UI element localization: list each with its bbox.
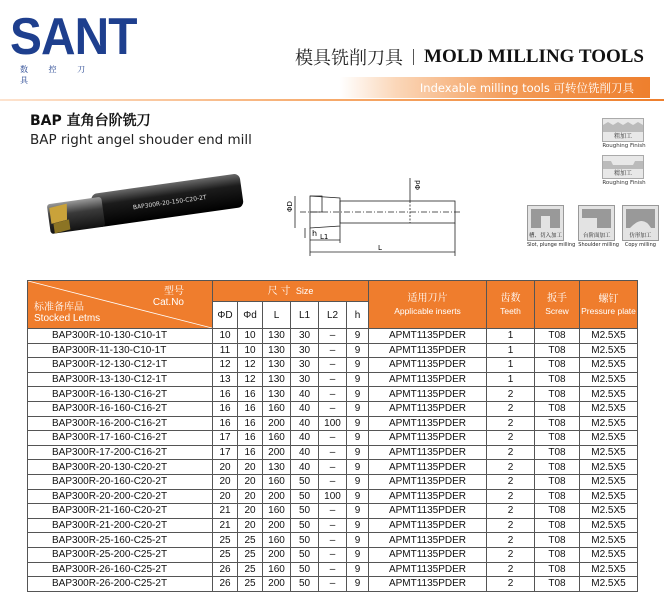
copy-milling-icon	[622, 205, 659, 241]
table-cell: 9	[347, 562, 369, 577]
cat-no-cell: BAP300R-26-160-C25-2T	[28, 562, 213, 577]
table-cell: T08	[535, 401, 580, 416]
table-cell: 40	[291, 387, 319, 402]
finishing-icon	[602, 155, 644, 179]
table-cell: 25	[238, 577, 263, 592]
table-cell: 1	[487, 372, 535, 387]
table-row	[28, 518, 638, 533]
table-cell: 20	[238, 489, 263, 504]
table-cell: 20	[238, 504, 263, 519]
drawing-label-L: L	[378, 244, 382, 252]
table-cell: 9	[347, 372, 369, 387]
operation-caption: Copy milling	[624, 242, 656, 248]
table-cell: T08	[535, 416, 580, 431]
table-cell: –	[319, 343, 347, 358]
table-cell: 10	[213, 329, 238, 344]
table-cell: 1	[487, 343, 535, 358]
table-cell: APMT1135PDER	[369, 445, 487, 460]
table-cell: M2.5X5	[580, 474, 638, 489]
table-cell: 200	[263, 416, 291, 431]
table-cell: 130	[263, 372, 291, 387]
table-cell: 20	[213, 474, 238, 489]
table-cell: T08	[535, 474, 580, 489]
table-cell: T08	[535, 577, 580, 592]
table-cell: M2.5X5	[580, 401, 638, 416]
table-cell: 9	[347, 460, 369, 475]
cat-no-cell: BAP300R-17-200-C16-2T	[28, 445, 213, 460]
table-row	[28, 372, 638, 387]
table-cell: T08	[535, 329, 580, 344]
process-icons	[602, 118, 646, 192]
table-cell: M2.5X5	[580, 387, 638, 402]
col-header-L1: L1	[291, 302, 319, 329]
table-cell: 12	[238, 372, 263, 387]
table-cell: 12	[213, 358, 238, 373]
cat-no-cell: BAP300R-25-200-C25-2T	[28, 547, 213, 562]
catno-label-en: Cat.No	[152, 297, 184, 308]
table-cell: 130	[263, 343, 291, 358]
table-cell: 50	[291, 547, 319, 562]
cat-no-cell: BAP300R-10-130-C10-1T	[28, 329, 213, 344]
col-header-L2: L2	[319, 302, 347, 329]
table-cell: APMT1135PDER	[369, 460, 487, 475]
table-row	[28, 329, 638, 344]
table-cell: 200	[263, 445, 291, 460]
process-caption: Roughing Finish	[602, 180, 646, 186]
table-cell: M2.5X5	[580, 343, 638, 358]
table-row	[28, 489, 638, 504]
table-cell: APMT1135PDER	[369, 401, 487, 416]
col-header-h: h	[347, 302, 369, 329]
table-cell: 16	[238, 387, 263, 402]
drawing-label-phiD: ΦD	[286, 201, 294, 212]
table-row	[28, 474, 638, 489]
cat-no-cell: BAP300R-16-160-C16-2T	[28, 401, 213, 416]
table-cell: 200	[263, 489, 291, 504]
table-cell: 2	[487, 387, 535, 402]
table-cell: 1	[487, 329, 535, 344]
table-cell: APMT1135PDER	[369, 562, 487, 577]
table-cell: 9	[347, 474, 369, 489]
plate-label-cn: 螺钉	[598, 294, 619, 305]
table-row	[28, 504, 638, 519]
table-cell: M2.5X5	[580, 460, 638, 475]
table-cell: 16	[238, 431, 263, 446]
table-cell: 50	[291, 474, 319, 489]
teeth-label-en: Teeth	[500, 305, 521, 316]
table-cell: 160	[263, 431, 291, 446]
table-cell: T08	[535, 489, 580, 504]
catno-label-cn: 型号	[164, 286, 184, 297]
table-cell: T08	[535, 372, 580, 387]
technical-drawing	[270, 168, 470, 263]
table-cell: 40	[291, 445, 319, 460]
table-cell: M2.5X5	[580, 504, 638, 519]
operation-label-cn: 槽、切入加工	[528, 233, 562, 239]
header-title-cn: 模具铣削刀具	[295, 48, 404, 69]
table-cell: 2	[487, 533, 535, 548]
table-cell: 17	[213, 431, 238, 446]
drawing-label-phid: Φd	[414, 180, 422, 190]
cat-no-cell: BAP300R-26-200-C25-2T	[28, 577, 213, 592]
product-subtitle: BAP right angel shouder end mill	[30, 132, 252, 148]
table-cell: 20	[213, 460, 238, 475]
table-cell: 40	[291, 416, 319, 431]
table-cell: –	[319, 445, 347, 460]
table-cell: APMT1135PDER	[369, 489, 487, 504]
table-cell: 130	[263, 358, 291, 373]
table-cell: 50	[291, 577, 319, 592]
table-cell: T08	[535, 460, 580, 475]
drawing-label-h: h	[312, 229, 318, 238]
col-header-catno	[28, 281, 213, 329]
table-cell: 16	[238, 401, 263, 416]
table-cell: 160	[263, 504, 291, 519]
shoulder-milling-icon	[578, 205, 615, 241]
table-cell: –	[319, 533, 347, 548]
table-cell: T08	[535, 533, 580, 548]
table-cell: 2	[487, 562, 535, 577]
table-cell: APMT1135PDER	[369, 533, 487, 548]
table-row	[28, 401, 638, 416]
operation-label-cn: 仿形加工	[629, 233, 652, 239]
table-cell: T08	[535, 431, 580, 446]
cat-no-cell: BAP300R-16-200-C16-2T	[28, 416, 213, 431]
table-cell: 26	[213, 562, 238, 577]
header-subtitle-bar	[340, 77, 650, 98]
table-cell: –	[319, 474, 347, 489]
table-cell: 2	[487, 401, 535, 416]
slot-milling-icon	[527, 205, 564, 241]
table-row	[28, 416, 638, 431]
table-row	[28, 533, 638, 548]
table-cell: M2.5X5	[580, 329, 638, 344]
table-cell: 9	[347, 489, 369, 504]
cat-no-cell: BAP300R-21-200-C20-2T	[28, 518, 213, 533]
table-row	[28, 547, 638, 562]
process-label-cn: 粗加工	[613, 133, 632, 140]
table-cell: T08	[535, 547, 580, 562]
logo-subtext: 数 控 刀 具	[20, 65, 95, 85]
table-row	[28, 343, 638, 358]
table-cell: 25	[213, 547, 238, 562]
table-cell: T08	[535, 445, 580, 460]
table-cell: 21	[213, 504, 238, 519]
size-label-en: Size	[295, 285, 314, 296]
table-cell: 2	[487, 416, 535, 431]
product-title: BAP 直角台阶铣刀	[30, 113, 151, 129]
drawing-label-L1: L1	[320, 233, 329, 241]
table-cell: APMT1135PDER	[369, 547, 487, 562]
table-cell: 30	[291, 343, 319, 358]
table-cell: 20	[238, 518, 263, 533]
table-cell: T08	[535, 562, 580, 577]
table-cell: 9	[347, 358, 369, 373]
cat-no-cell: BAP300R-21-160-C20-2T	[28, 504, 213, 519]
table-cell: –	[319, 518, 347, 533]
table-cell: 10	[238, 329, 263, 344]
table-cell: 9	[347, 533, 369, 548]
table-cell: –	[319, 460, 347, 475]
stock-label-cn: 标准备库品	[34, 302, 84, 313]
screw-label-cn: 扳手	[547, 292, 567, 304]
table-cell: 13	[213, 372, 238, 387]
table-cell: –	[319, 372, 347, 387]
operation-caption: Slot, plunge milling	[527, 242, 576, 248]
table-cell: 9	[347, 329, 369, 344]
table-cell: 2	[487, 547, 535, 562]
table-cell: 130	[263, 329, 291, 344]
table-row	[28, 577, 638, 592]
col-header-phiD: ΦD	[213, 302, 238, 329]
cat-no-cell: BAP300R-20-130-C20-2T	[28, 460, 213, 475]
table-row	[28, 460, 638, 475]
table-row	[28, 445, 638, 460]
col-header-screw	[535, 281, 580, 329]
table-cell: 16	[238, 416, 263, 431]
table-row	[28, 562, 638, 577]
table-cell: 16	[213, 401, 238, 416]
inserts-label-cn: 适用刀片	[407, 292, 448, 304]
table-cell: 9	[347, 518, 369, 533]
table-cell: M2.5X5	[580, 562, 638, 577]
table-cell: APMT1135PDER	[369, 577, 487, 592]
table-cell: APMT1135PDER	[369, 518, 487, 533]
operation-caption: Shoulder milling	[578, 242, 619, 248]
tool-marking: BAP300R-20-150-C20-2T	[132, 194, 208, 212]
table-cell: T08	[535, 387, 580, 402]
stock-label-en: Stocked Letms	[34, 313, 101, 324]
table-cell: 9	[347, 504, 369, 519]
table-cell: 100	[319, 416, 347, 431]
table-cell: 2	[487, 474, 535, 489]
table-cell: 9	[347, 343, 369, 358]
table-cell: T08	[535, 358, 580, 373]
table-cell: –	[319, 387, 347, 402]
table-cell: 130	[263, 387, 291, 402]
table-cell: 30	[291, 372, 319, 387]
table-cell: M2.5X5	[580, 358, 638, 373]
table-cell: APMT1135PDER	[369, 329, 487, 344]
table-cell: 40	[291, 460, 319, 475]
table-cell: 10	[238, 343, 263, 358]
cat-no-cell: BAP300R-17-160-C16-2T	[28, 431, 213, 446]
table-cell: 1	[487, 358, 535, 373]
table-cell: M2.5X5	[580, 416, 638, 431]
table-cell: 25	[213, 533, 238, 548]
cat-no-cell: BAP300R-13-130-C12-1T	[28, 372, 213, 387]
table-cell: 50	[291, 504, 319, 519]
table-cell: 2	[487, 577, 535, 592]
table-cell: M2.5X5	[580, 431, 638, 446]
catno-label	[153, 286, 184, 308]
table-cell: 50	[291, 533, 319, 548]
table-row	[28, 387, 638, 402]
table-cell: 16	[213, 416, 238, 431]
col-header-phid: Φd	[238, 302, 263, 329]
table-cell: 40	[291, 401, 319, 416]
table-cell: 9	[347, 401, 369, 416]
table-cell: 2	[487, 445, 535, 460]
col-header-teeth	[487, 281, 535, 329]
table-cell: 200	[263, 518, 291, 533]
table-cell: T08	[535, 518, 580, 533]
table-cell: 100	[319, 489, 347, 504]
table-cell: M2.5X5	[580, 533, 638, 548]
table-cell: M2.5X5	[580, 489, 638, 504]
table-cell: –	[319, 431, 347, 446]
table-cell: 30	[291, 329, 319, 344]
col-header-plate	[580, 281, 638, 329]
table-cell: APMT1135PDER	[369, 504, 487, 519]
table-cell: APMT1135PDER	[369, 343, 487, 358]
table-cell: 160	[263, 401, 291, 416]
cat-no-cell: BAP300R-12-130-C12-1T	[28, 358, 213, 373]
cat-no-cell: BAP300R-25-160-C25-2T	[28, 533, 213, 548]
operation-icons	[527, 205, 659, 248]
table-cell: APMT1135PDER	[369, 372, 487, 387]
table-cell: –	[319, 329, 347, 344]
table-cell: 20	[238, 474, 263, 489]
col-header-inserts	[369, 281, 487, 329]
table-cell: 26	[213, 577, 238, 592]
table-cell: 160	[263, 562, 291, 577]
table-cell: 130	[263, 460, 291, 475]
table-cell: 200	[263, 577, 291, 592]
roughing-icon	[602, 118, 644, 142]
table-cell: 200	[263, 547, 291, 562]
table-cell: 20	[238, 460, 263, 475]
table-cell: APMT1135PDER	[369, 431, 487, 446]
table-cell: 9	[347, 416, 369, 431]
table-cell: –	[319, 358, 347, 373]
header-separator	[413, 49, 414, 65]
table-row	[28, 358, 638, 373]
table-cell: 25	[238, 562, 263, 577]
table-cell: APMT1135PDER	[369, 474, 487, 489]
process-label-cn: 精加工	[613, 170, 632, 177]
table-cell: 21	[213, 518, 238, 533]
table-cell: 9	[347, 577, 369, 592]
header-subtitle: Indexable milling tools 可转位铣削刀具	[419, 81, 634, 95]
header-divider	[0, 99, 664, 101]
table-cell: –	[319, 562, 347, 577]
operation-copy	[622, 205, 659, 248]
table-cell: –	[319, 577, 347, 592]
cat-no-cell: BAP300R-16-130-C16-2T	[28, 387, 213, 402]
col-header-L: L	[263, 302, 291, 329]
col-header-size	[213, 281, 369, 302]
table-cell: APMT1135PDER	[369, 358, 487, 373]
operation-label-cn: 台阶面加工	[583, 233, 611, 239]
table-cell: T08	[535, 504, 580, 519]
spec-table	[27, 280, 638, 592]
table-cell: M2.5X5	[580, 372, 638, 387]
teeth-label-cn: 齿数	[500, 292, 521, 304]
table-cell: 16	[238, 445, 263, 460]
table-cell: APMT1135PDER	[369, 387, 487, 402]
screw-label-en: Screw	[545, 305, 569, 316]
process-caption: Roughing Finish	[602, 143, 646, 149]
table-cell: 2	[487, 518, 535, 533]
cat-no-cell: BAP300R-11-130-C10-1T	[28, 343, 213, 358]
inserts-label-en: Applicable inserts	[394, 305, 461, 316]
table-cell: –	[319, 547, 347, 562]
table-cell: M2.5X5	[580, 577, 638, 592]
table-cell: 9	[347, 547, 369, 562]
brand-logo	[10, 8, 137, 86]
plate-label-en: Pressure plate	[581, 306, 636, 316]
table-cell: M2.5X5	[580, 518, 638, 533]
tool-photo	[38, 165, 248, 250]
table-cell: 9	[347, 387, 369, 402]
spec-table-body	[28, 329, 638, 592]
operation-shoulder	[578, 205, 619, 248]
table-cell: 25	[238, 547, 263, 562]
cat-no-cell: BAP300R-20-200-C20-2T	[28, 489, 213, 504]
table-cell: M2.5X5	[580, 547, 638, 562]
table-cell: M2.5X5	[580, 445, 638, 460]
size-label-cn: 尺 寸	[267, 285, 291, 297]
table-cell: T08	[535, 343, 580, 358]
stock-label	[34, 302, 100, 324]
table-cell: 9	[347, 445, 369, 460]
table-cell: 20	[213, 489, 238, 504]
table-cell: 30	[291, 358, 319, 373]
table-cell: –	[319, 504, 347, 519]
table-cell: 2	[487, 431, 535, 446]
header-title-en: MOLD MILLING TOOLS	[424, 46, 644, 67]
table-cell: 2	[487, 489, 535, 504]
table-cell: 2	[487, 504, 535, 519]
table-cell: 40	[291, 431, 319, 446]
logo-text: SANT	[10, 8, 137, 66]
cat-no-cell: BAP300R-20-160-C20-2T	[28, 474, 213, 489]
table-row	[28, 431, 638, 446]
table-cell: 9	[347, 431, 369, 446]
table-cell: APMT1135PDER	[369, 416, 487, 431]
table-cell: 11	[213, 343, 238, 358]
table-cell: 50	[291, 518, 319, 533]
table-cell: 16	[213, 387, 238, 402]
table-cell: 160	[263, 474, 291, 489]
table-cell: 12	[238, 358, 263, 373]
table-cell: 50	[291, 562, 319, 577]
page-header	[295, 44, 644, 70]
table-cell: 50	[291, 489, 319, 504]
table-cell: 17	[213, 445, 238, 460]
operation-slot	[527, 205, 575, 248]
table-cell: –	[319, 401, 347, 416]
table-cell: 160	[263, 533, 291, 548]
table-cell: 25	[238, 533, 263, 548]
table-cell: 2	[487, 460, 535, 475]
